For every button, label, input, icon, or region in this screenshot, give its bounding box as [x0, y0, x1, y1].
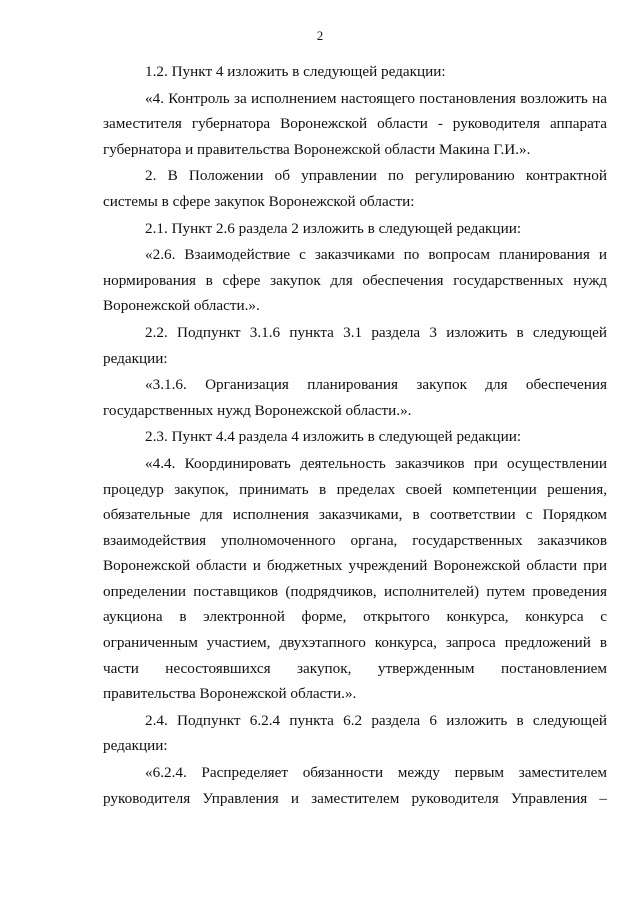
- text-line: нормирования в сфере закупок для обеспечения государственных нужд: [103, 271, 607, 289]
- paragraph-1-2: [103, 59, 607, 85]
- paragraph-2-2: [103, 320, 607, 371]
- text-line: определении поставщиков (подрядчиков, исполнителей) путем проведения: [103, 582, 607, 600]
- text-line: 2.4. Подпункт 6.2.4 пункта 6.2 раздела 6 изложить в следующей: [145, 711, 607, 729]
- text-line: обязательные для исполнения заказчиками, в соответствии с Порядком: [103, 506, 607, 524]
- text-line: редакции:: [103, 737, 168, 755]
- paragraph-quote-4: [103, 86, 607, 163]
- document-body: [103, 59, 607, 812]
- page-number: 2: [316, 28, 324, 43]
- text-line: заместителя губернатора Воронежской области - руководителя аппарата: [103, 115, 607, 133]
- text-line: правительства Воронежской области.».: [103, 685, 357, 703]
- text-line: редакции:: [103, 349, 168, 367]
- paragraph-quote-4-4: [103, 451, 607, 707]
- text-line: губернатора и правительства Воронежской области Макина Г.И.».: [103, 140, 531, 158]
- paragraph-quote-6-2-4: [103, 760, 607, 811]
- text-line: части несостоявшихся закупок, утвержденным постановлением: [103, 659, 607, 677]
- text-line: «4.4. Координировать деятельность заказчиков при осуществлении: [145, 454, 607, 472]
- paragraph-quote-3-1-6: [103, 372, 607, 423]
- paragraph-quote-2-6: [103, 242, 607, 319]
- text-line: взаимодействия уполномоченного органа, государственных заказчиков: [103, 531, 607, 549]
- paragraph-2-1: [103, 216, 607, 242]
- text-line: Воронежской области и бюджетных учреждений Воронежской области при: [103, 557, 607, 575]
- text-line: 2.3. Пункт 4.4 раздела 4 изложить в следующей редакции:: [145, 428, 522, 446]
- text-line: «2.6. Взаимодействие с заказчиками по вопросам планирования и: [145, 246, 607, 264]
- paragraph-2-3: [103, 424, 607, 450]
- text-line: 2.2. Подпункт 3.1.6 пункта 3.1 раздела 3 изложить в следующей: [145, 323, 607, 341]
- paragraph-2: [103, 163, 607, 214]
- text-line: руководителя Управления и заместителем руководителя Управления –: [103, 789, 607, 807]
- text-line: 1.2. Пункт 4 изложить в следующей редакции:: [145, 63, 446, 80]
- text-line: «3.1.6. Организация планирования закупок для обеспечения: [145, 376, 607, 394]
- text-line: «6.2.4. Распределяет обязанности между первым заместителем: [145, 764, 607, 782]
- text-line: «4. Контроль за исполнением настоящего постановления возложить на: [145, 89, 607, 107]
- text-line: ограниченным участием, двухэтапного конкурса, запроса предложений в: [103, 634, 607, 652]
- text-line: 2. В Положении об управлении по регулированию контрактной: [145, 167, 607, 185]
- text-line: Воронежской области.».: [103, 297, 260, 315]
- text-line: системы в сфере закупок Воронежской области:: [103, 192, 415, 210]
- text-line: процедур закупок, принимать в пределах своей компетенции решения,: [103, 480, 607, 498]
- text-line: государственных нужд Воронежской области.».: [103, 401, 412, 419]
- text-line: 2.1. Пункт 2.6 раздела 2 изложить в следующей редакции:: [145, 219, 522, 237]
- paragraph-2-4: [103, 708, 607, 759]
- text-line: аукциона в электронной форме, открытого конкурса, конкурса с: [103, 608, 607, 626]
